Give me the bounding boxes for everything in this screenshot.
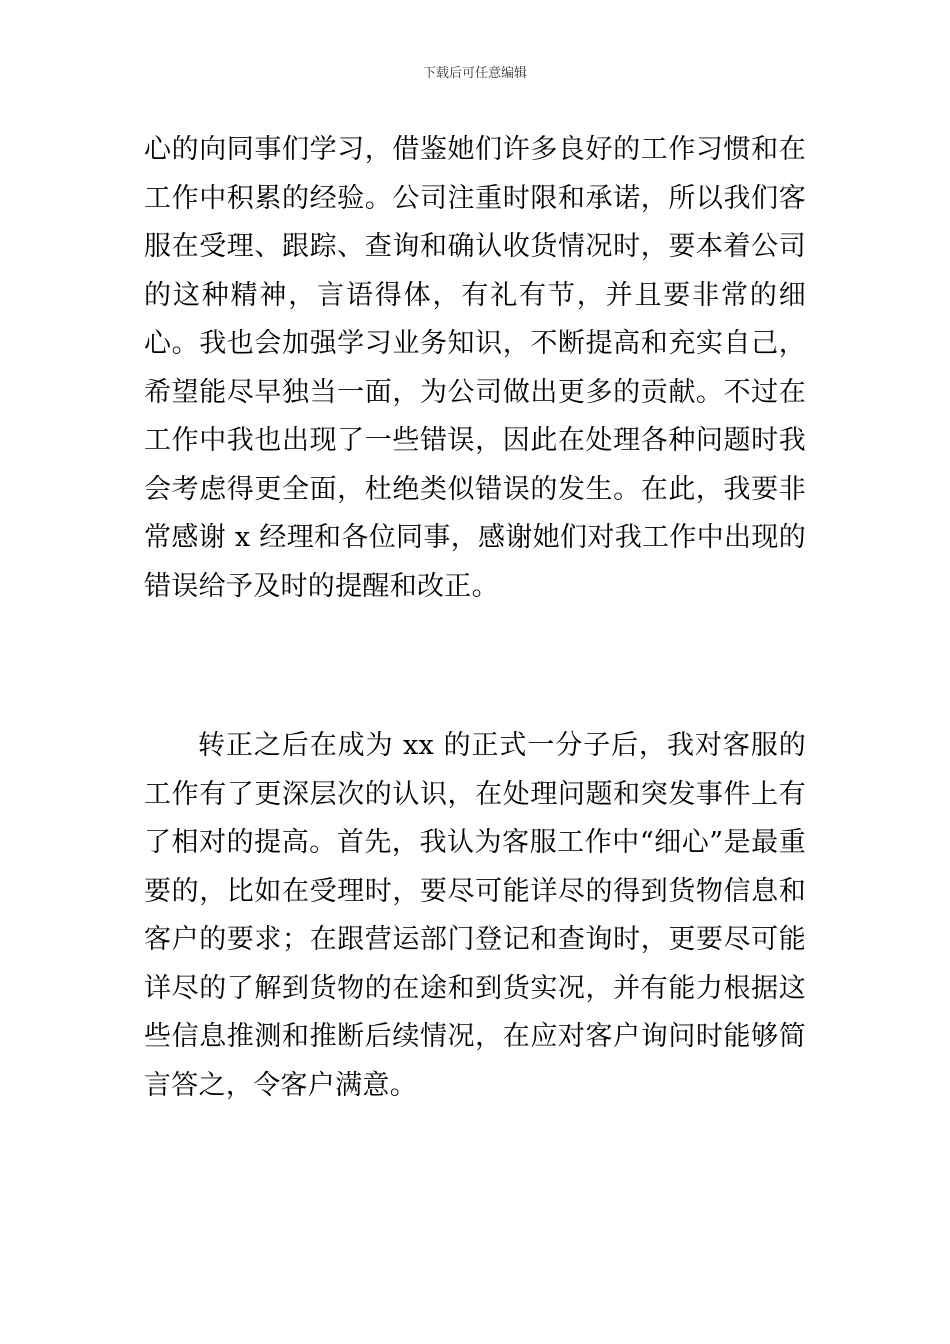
page-header: 下载后可任意编辑 bbox=[422, 66, 527, 81]
paragraph-continuation: 心的向同事们学习，借鉴她们许多良好的工作习惯和在工作中积累的经验。公司注重时限和承诺，所以我们客服在受理、跟踪、查询和确认收货情况时，要本着公司的这种精神，言语得体，有礼有节，并且要非常的细心。我也会加强学习业务知识，不断提高和充实自己，希望能尽早独当一面，为公司做出更多的贡献。不过在工作中我也出现了一些错误，因此在处理各种问题时我会考虑得更全面，杜绝类似错误的发生。在此，我要非常感谢 x 经理和各位同事，感谢她们对我工作中出现的错误给予及时的提醒和改正。 bbox=[144, 134, 806, 602]
paragraph-after-probation: 转正之后在成为 xx 的正式一分子后，我对客服的工作有了更深层次的认识，在处理问题和突发事件上有了相对的提高。首先，我认为客服工作中“细心”是最重要的，比如在受理时，要尽可能详尽的得到货物信息和客户的要求；在跟营运部门登记和查询时，更要尽可能详尽的了解到货物的在途和到货实况，并有能力根据这些信息推测和推断后续情况，在应对客户询问时能够简言答之，令客户满意。 bbox=[144, 730, 806, 1101]
